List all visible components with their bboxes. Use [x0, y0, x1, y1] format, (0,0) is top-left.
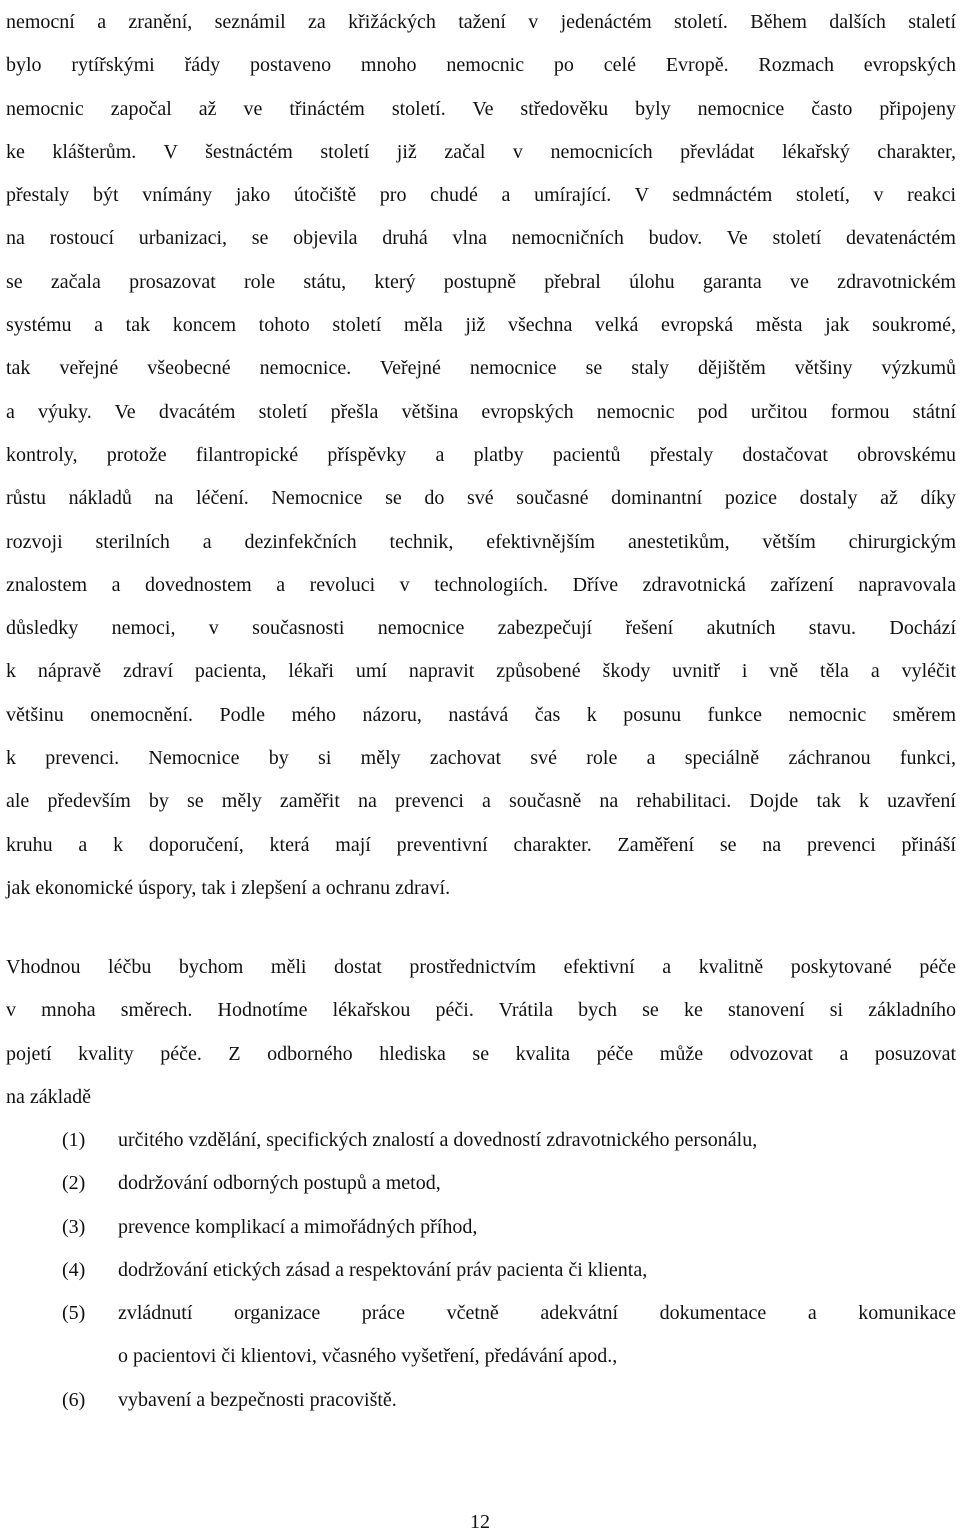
text-line: k prevenci. Nemocnice by si měly zachovat své role a speciálně záchranou funkci, — [6, 747, 956, 770]
text-line: rozvoji sterilních a dezinfekčních technik, efektivnějším anestetikům, větším chirurgickým — [6, 530, 956, 553]
text-line: se začala prosazovat role státu, který postupně přebral úlohu garanta ve zdravotnickém — [6, 270, 956, 293]
list-item-number: (2) — [62, 1172, 86, 1195]
text-line: pojetí kvality péče. Z odborného hlediska se kvalita péče může odvozovat a posuzovat — [6, 1042, 956, 1065]
list-item-text: určitého vzdělání, specifických znalostí a dovedností zdravotnického personálu, — [118, 1129, 758, 1151]
text-line: v mnoha směrech. Hodnotíme lékařskou péči. Vrátila bych se ke stanovení si základního — [6, 999, 956, 1022]
text-line: většinu onemocnění. Podle mého názoru, nastává čas k posunu funkce nemocnic směrem — [6, 703, 956, 726]
text-line: nemocní a zranění, seznámil za křižáckých tažení v jedenáctém století. Během dalších staletí — [6, 11, 956, 33]
list-item-number: (5) — [62, 1302, 86, 1325]
list-item-text: vybavení a bezpečnosti pracoviště. — [118, 1388, 397, 1411]
text-line: ke klášterům. V šestnáctém století již začal v nemocnicích převládat lékařský charakter, — [6, 140, 956, 163]
list-item-number: (6) — [62, 1388, 86, 1411]
text-line: růstu nákladů na léčení. Nemocnice se do své současné dominantní pozice dostaly až díky — [6, 487, 956, 510]
list-item — [62, 1119, 956, 1162]
list-item — [62, 1162, 956, 1205]
text-line: a výuky. Ve dvacátém století přešla většina evropských nemocnic pod určitou formou státní — [6, 400, 956, 423]
list-item — [62, 1206, 956, 1249]
paragraph-history — [6, 1, 956, 910]
text-line: bylo rytířskými řády postaveno mnoho nemocnic po celé Evropě. Rozmach evropských — [6, 54, 956, 77]
text-line: ale především by se měly zaměřit na prevenci a současně na rehabilitaci. Dojde tak k uzavření — [6, 790, 956, 813]
text-line: kruhu a k doporučení, která mají preventivní charakter. Zaměření se na prevenci přináší — [6, 833, 956, 856]
text-line: k nápravě zdraví pacienta, lékaři umí napravit způsobené škody uvnitř i vně těla a vyléčit — [6, 660, 956, 683]
list-item-number: (4) — [62, 1258, 86, 1281]
text-line: kontroly, protože filantropické příspěvky a platby pacientů přestaly dostačovat obrovskému — [6, 443, 956, 466]
list-item-text: o pacientovi či klientovi, včasného vyšetření, předávání apod., — [118, 1345, 618, 1368]
text-line: znalostem a dovednostem a revoluci v technologiích. Dříve zdravotnická zařízení napravovala — [6, 573, 956, 596]
list-item-text: dodržování odborných postupů a metod, — [118, 1172, 441, 1195]
text-line: nemocnic započal až ve třináctém století. Ve středověku byly nemocnice často připojeny — [6, 97, 956, 120]
text-line: důsledky nemoci, v současnosti nemocnice zabezpečují řešení akutních stavu. Dochází — [6, 617, 956, 640]
text-line: přestaly být vnímány jako útočiště pro chudé a umírající. V sedmnáctém století, v reakci — [6, 184, 956, 207]
paragraph-quality — [6, 946, 956, 1119]
text-line: na rostoucí urbanizaci, se objevila druhá vlna nemocničních budov. Ve století devatenáctém — [6, 227, 956, 250]
list-item-number: (1) — [62, 1129, 86, 1151]
text-line: systému a tak koncem tohoto století měla již všechna velká evropská města jak soukromé, — [6, 314, 956, 337]
text-line: tak veřejné všeobecné nemocnice. Veřejné nemocnice se staly dějištěm většiny výzkumů — [6, 357, 956, 380]
list-item — [62, 1249, 956, 1292]
text-line: jak ekonomické úspory, tak i zlepšení a ochranu zdraví. — [6, 876, 451, 899]
list-item-text: dodržování etických zásad a respektování práv pacienta či klienta, — [118, 1258, 648, 1281]
list-item — [62, 1292, 956, 1379]
list-item — [62, 1379, 956, 1422]
text-line: Vhodnou léčbu bychom měli dostat prostřednictvím efektivní a kvalitně poskytované péče — [6, 956, 956, 978]
page-number: 12 — [470, 1511, 490, 1533]
list-item-text: zvládnutí organizace práce včetně adekvátní dokumentace a komunikace — [118, 1302, 956, 1325]
text-line: na základě — [6, 1085, 91, 1108]
list-item-text: prevence komplikací a mimořádných příhod, — [118, 1215, 478, 1238]
numbered-list — [62, 1119, 956, 1422]
list-item-number: (3) — [62, 1215, 86, 1238]
